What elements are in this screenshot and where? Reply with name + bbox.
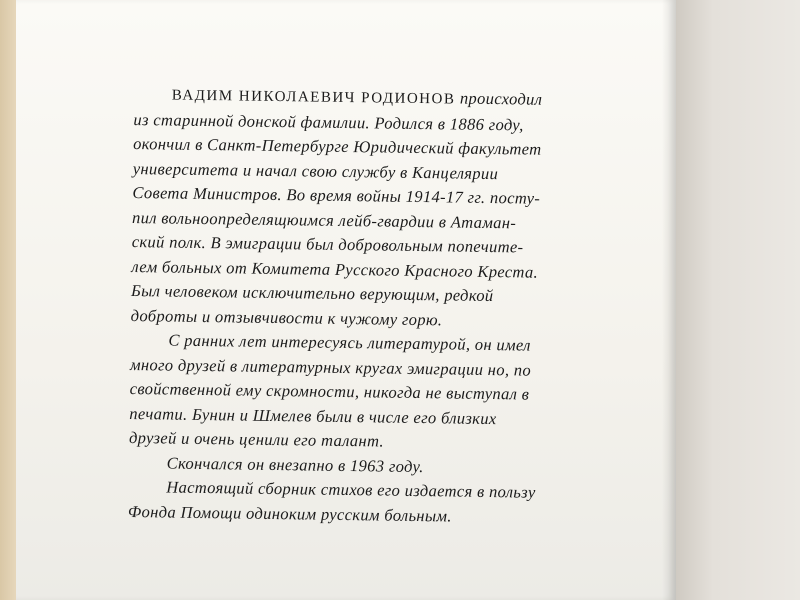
paragraph-2-line: много друзей в литературных кругах эмиграции но, по	[129, 354, 532, 380]
paragraph-3-line: Скончался он внезапно в 1963 году.	[166, 452, 424, 476]
page-fold-shadow	[662, 0, 676, 600]
book-cover-edge	[0, 0, 16, 600]
paragraph-1-line-1-rest: происходил	[459, 88, 543, 109]
paragraph-1-line: университета и начал свою службу в Канцелярии	[132, 158, 499, 183]
paragraph-1-line: Был человеком исключительно верующим, редкой	[130, 280, 494, 306]
paragraph-1-line: пил вольноопределящюимся лейб-гвардии в Атаман-	[131, 207, 517, 232]
paragraph-2-line: С ранних лет интересуясь литературой, он имел	[168, 330, 531, 355]
paragraph-4-line: Фонда Помощи одиноким русским больным.	[127, 501, 452, 525]
paragraph-4-line: Настоящий сборник стихов его издается в пользу	[166, 477, 536, 502]
biography-text	[128, 82, 674, 531]
adjacent-page-edge	[676, 0, 800, 600]
book-page	[16, 0, 676, 600]
paragraph-1-line: доброты и отзывчивости к чужому горю.	[130, 305, 443, 329]
paragraph-1-line: из старинной донской фамилии. Родился в 1886 году,	[133, 109, 524, 134]
paragraph-2-line: друзей и очень ценили его талант.	[128, 427, 385, 451]
author-name: ВАДИМ НИКОЛАЕВИЧ РОДИОНОВ	[171, 87, 456, 108]
paragraph-1-line: окончил в Санкт-Петербурге Юридический факультет	[133, 133, 542, 159]
paragraph-1-line: ский полк. В эмиграции был добровольным попечите-	[131, 231, 524, 257]
paragraph-1-line: лем больных от Комитета Русского Красного Креста.	[131, 256, 539, 282]
paragraph-2-line: свойственной ему скромности, никогда не выступал в	[129, 378, 530, 404]
paragraph-1-line: Совета Министров. Во время войны 1914-17 гг. посту-	[132, 182, 541, 208]
paragraph-2-line: печати. Бунин и Шмелев были в числе его близких	[129, 403, 497, 428]
